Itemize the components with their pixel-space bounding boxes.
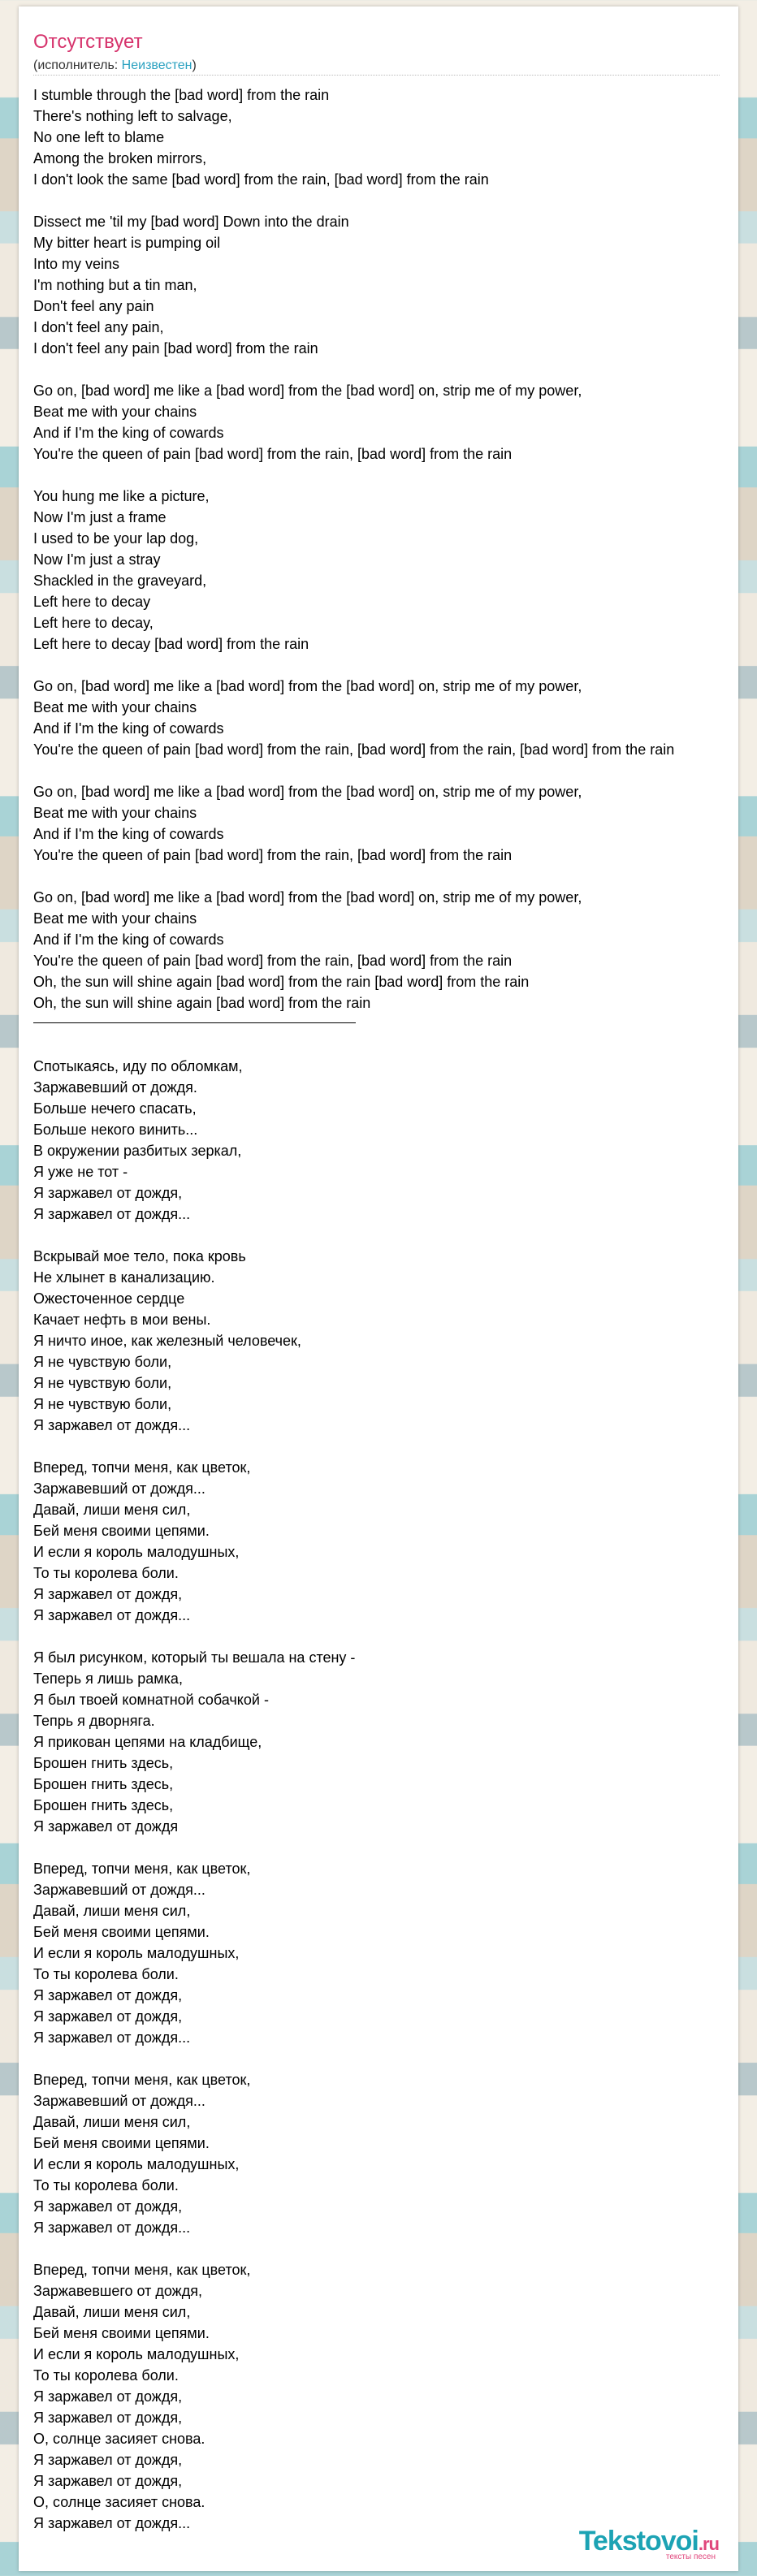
lyric-line: Я заржавел от дождя <box>33 1818 179 1835</box>
lyric-line: О, солнце засияет снова. <box>33 2494 205 2510</box>
lyric-line: Заржавевший от дождя... <box>33 2093 205 2109</box>
lyric-line: Заржавевший от дождя... <box>33 1480 205 1497</box>
lyric-line: Я заржавел от дождя, <box>33 2452 183 2468</box>
stanza-gap <box>33 655 757 676</box>
lyric-line: Dissect me 'til my [bad word] Down into the drain <box>33 214 349 230</box>
translation-separator <box>33 1014 757 1035</box>
lyric-line: You're the queen of pain [bad word] from the rain, [bad word] from the rain <box>33 446 513 462</box>
lyric-line: Я заржавел от дождя... <box>33 2219 191 2236</box>
lyric-line: Shackled in the graveyard, <box>33 573 207 589</box>
lyric-line: Спотыкаясь, иду по обломкам, <box>33 1058 243 1074</box>
lyric-line: Я заржавел от дождя, <box>33 1586 183 1602</box>
lyric-line: То ты королева боли. <box>33 2367 179 2384</box>
performer-prefix: (исполнитель: <box>33 58 122 72</box>
lyric-line: Beat me with your chains <box>33 404 197 420</box>
lyric-line: No one left to blame <box>33 129 165 145</box>
lyric-line: There's nothing left to salvage, <box>33 108 232 124</box>
lyric-line: Теперь я лишь рамка, <box>33 1671 183 1687</box>
lyric-line: Заржавевший от дождя... <box>33 1882 205 1898</box>
lyric-line: Beat me with your chains <box>33 805 197 821</box>
lyric-line: Качает нефть в мои вены. <box>33 1312 211 1328</box>
lyric-line: Тепрь я дворняга. <box>33 1713 155 1729</box>
lyric-line: Больше некого винить... <box>33 1122 198 1138</box>
lyric-line: Into my veins <box>33 256 120 272</box>
lyric-line: Бей меня своими цепями. <box>33 1523 210 1539</box>
lyric-line: Left here to decay, <box>33 615 154 631</box>
lyric-line: Я заржавел от дождя... <box>33 2515 191 2531</box>
lyric-line: Вперед, топчи меня, как цветок, <box>33 1861 251 1877</box>
lyric-line: То ты королева боли. <box>33 1966 179 1982</box>
lyric-line: And if I'm the king of cowards <box>33 425 224 441</box>
stanza-gap <box>33 359 757 380</box>
stanza-gap <box>33 1225 757 1246</box>
lyric-line: Я заржавел от дождя... <box>33 1607 191 1623</box>
stanza-gap <box>33 1626 757 1647</box>
lyric-line: Заржавевший от дождя. <box>33 1079 197 1096</box>
lyric-line: Давай, лиши меня сил, <box>33 2304 191 2320</box>
lyric-line: And if I'm the king of cowards <box>33 826 224 842</box>
stanza-gap <box>33 866 757 887</box>
lyric-line: И если я король малодушных, <box>33 1945 240 1961</box>
lyric-line: I stumble through the [bad word] from the rain <box>33 87 330 103</box>
lyric-line: I used to be your lap dog, <box>33 530 199 547</box>
stanza-gap <box>33 1837 757 1858</box>
lyric-line: I don't feel any pain [bad word] from the rain <box>33 340 318 357</box>
lyric-line: Я заржавел от дождя, <box>33 2473 183 2489</box>
lyric-line: Брошен гнить здесь, <box>33 1797 174 1813</box>
lyric-line: Don't feel any pain <box>33 298 154 314</box>
lyric-line: Oh, the sun will shine again [bad word] from the rain <box>33 995 371 1011</box>
lyric-line: Я не чувствую боли, <box>33 1354 172 1370</box>
lyric-line: То ты королева боли. <box>33 1565 179 1581</box>
lyric-line: Вскрывай мое тело, пока кровь <box>33 1248 246 1264</box>
lyric-line: И если я король малодушных, <box>33 2346 240 2362</box>
lyric-line: Я уже не тот - <box>33 1164 128 1180</box>
lyric-line: Я заржавел от дождя, <box>33 1185 183 1201</box>
lyric-line: Я не чувствую боли, <box>33 1375 172 1391</box>
lyric-line: You're the queen of pain [bad word] from the rain, [bad word] from the rain <box>33 847 513 863</box>
lyric-line: Я заржавел от дождя, <box>33 1987 183 2003</box>
lyric-line: Left here to decay <box>33 594 151 610</box>
stanza-gap <box>33 2048 757 2069</box>
lyric-line: Я заржавел от дождя, <box>33 2008 183 2025</box>
stanza-gap <box>33 1436 757 1457</box>
lyric-line: I don't feel any pain, <box>33 319 164 335</box>
lyric-line: Бей меня своими цепями. <box>33 2135 210 2151</box>
lyric-line: О, солнце засияет снова. <box>33 2431 205 2447</box>
lyric-line: You're the queen of pain [bad word] from the rain, [bad word] from the rain <box>33 953 513 969</box>
lyric-line: Left here to decay [bad word] from the rain <box>33 636 309 652</box>
lyric-line: Go on, [bad word] me like a [bad word] from the [bad word] on, strip me of my power, <box>33 678 582 694</box>
lyric-line: Oh, the sun will shine again [bad word] from the rain [bad word] from the rain <box>33 974 530 990</box>
lyric-line: Go on, [bad word] me like a [bad word] from the [bad word] on, strip me of my power, <box>33 383 582 399</box>
lyrics-text <box>33 84 757 2534</box>
lyric-line: Брошен гнить здесь, <box>33 1755 174 1771</box>
lyric-line: And if I'm the king of cowards <box>33 720 224 737</box>
lyric-line: Я ничто иное, как железный человечек, <box>33 1333 301 1349</box>
logo-tagline: тексты песен <box>665 2552 716 2561</box>
lyric-line: Among the broken mirrors, <box>33 150 207 166</box>
lyric-line: Заржавевшего от дождя, <box>33 2283 202 2299</box>
performer-suffix: ) <box>192 58 197 72</box>
lyric-line: Вперед, топчи меня, как цветок, <box>33 2072 251 2088</box>
stanza-gap <box>33 2238 757 2259</box>
lyric-line: You hung me like a picture, <box>33 488 210 504</box>
lyric-line: Now I'm just a frame <box>33 509 167 525</box>
lyric-line: Go on, [bad word] me like a [bad word] from the [bad word] on, strip me of my power, <box>33 889 582 905</box>
lyric-line: Я заржавел от дождя, <box>33 2388 183 2405</box>
lyric-line: То ты королева боли. <box>33 2177 179 2193</box>
lyric-line: I'm nothing but a tin man, <box>33 277 197 293</box>
lyric-line: Давай, лиши меня сил, <box>33 1903 191 1919</box>
lyric-line: Now I'm just a stray <box>33 551 161 568</box>
lyric-line: Давай, лиши меня сил, <box>33 2114 191 2130</box>
stanza-gap <box>33 760 757 781</box>
header-divider <box>33 75 720 76</box>
lyric-line: Я заржавел от дождя, <box>33 2198 183 2215</box>
lyric-line: You're the queen of pain [bad word] from the rain, [bad word] from the rain, [bad word] from the rain <box>33 741 675 758</box>
lyric-line: Не хлынет в канализацию. <box>33 1269 215 1286</box>
stanza-gap <box>33 465 757 486</box>
page-title: Отсутствует <box>33 31 143 53</box>
lyric-line: Beat me with your chains <box>33 910 197 927</box>
lyric-line: Давай, лиши меня сил, <box>33 1502 191 1518</box>
lyric-line: Я заржавел от дождя... <box>33 1417 191 1433</box>
stanza-gap <box>33 190 757 211</box>
logo-tld: .ru <box>698 2534 719 2554</box>
stanza-gap <box>33 1035 757 1056</box>
lyric-line: Вперед, топчи меня, как цветок, <box>33 2262 251 2278</box>
lyric-line: В окружении разбитых зеркал, <box>33 1143 242 1159</box>
lyric-line: Я не чувствую боли, <box>33 1396 172 1412</box>
logo-name: Tekstovoi <box>578 2526 699 2557</box>
lyric-line: И если я король малодушных, <box>33 1544 240 1560</box>
lyric-line: Брошен гнить здесь, <box>33 1776 174 1792</box>
lyric-line: Больше нечего спасать, <box>33 1100 197 1117</box>
lyric-line: My bitter heart is pumping oil <box>33 235 221 251</box>
lyric-line: Я был твоей комнатной собачкой - <box>33 1692 269 1708</box>
lyric-line: Я заржавел от дождя, <box>33 2410 183 2426</box>
performer-line <box>33 58 197 73</box>
site-logo[interactable] <box>579 2526 719 2561</box>
lyric-line: Я заржавел от дождя... <box>33 2029 191 2046</box>
lyric-line: Бей меня своими цепями. <box>33 1924 210 1940</box>
performer-link[interactable]: Неизвестен <box>121 58 192 72</box>
lyric-line: И если я король малодушных, <box>33 2156 240 2172</box>
lyric-line: Я прикован цепями на кладбище, <box>33 1734 262 1750</box>
lyric-line: Я был рисунком, который ты вешала на стену - <box>33 1649 356 1666</box>
lyric-line: Beat me with your chains <box>33 699 197 715</box>
lyrics-card <box>19 6 738 2571</box>
lyric-line: Go on, [bad word] me like a [bad word] from the [bad word] on, strip me of my power, <box>33 784 582 800</box>
lyric-line: Бей меня своими цепями. <box>33 2325 210 2341</box>
lyric-line: Я заржавел от дождя... <box>33 1206 191 1222</box>
lyric-line: And if I'm the king of cowards <box>33 931 224 948</box>
lyric-line: Ожесточенное сердце <box>33 1290 185 1307</box>
lyric-line: Вперед, топчи меня, как цветок, <box>33 1459 251 1476</box>
lyric-line: I don't look the same [bad word] from the rain, [bad word] from the rain <box>33 171 489 188</box>
